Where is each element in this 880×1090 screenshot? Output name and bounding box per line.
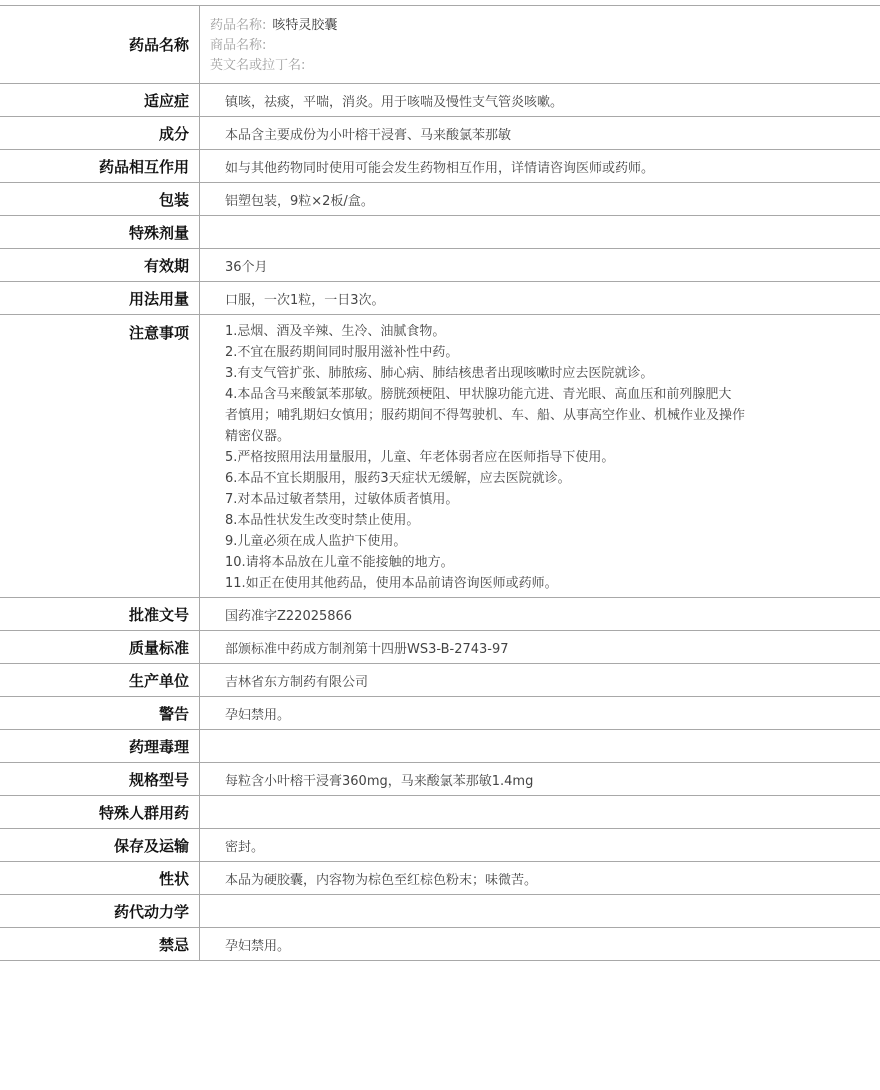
row-special-dosage <box>0 216 880 249</box>
precaution-line: 7.对本品过敏者禁用，过敏体质者慎用。 <box>225 492 459 507</box>
value-packaging: 铝塑包装，9粒×2板/盒。 <box>225 193 374 209</box>
row-interactions <box>0 150 880 183</box>
precaution-line: 2.不宜在服药期间同时服用滋补性中药。 <box>225 345 459 360</box>
value-special-population <box>200 796 880 828</box>
value-specification: 每粒含小叶榕干浸膏360mg，马来酸氯苯那敏1.4mg <box>225 773 534 789</box>
value-toxicology <box>200 730 880 762</box>
label-shelf-life: 有效期 <box>0 249 200 281</box>
row-approval <box>0 598 880 631</box>
trade-name-label: 商品名称: <box>210 38 267 53</box>
row-usage <box>0 282 880 315</box>
precaution-line: 8.本品性状发生改变时禁止使用。 <box>225 513 420 528</box>
value-storage: 密封。 <box>225 839 265 855</box>
precaution-line: 者慎用；哺乳期妇女慎用；服药期间不得驾驶机、车、船、从事高空作业、机械作业及操作 <box>225 408 746 423</box>
generic-name-label: 药品名称: <box>210 18 267 33</box>
value-warning: 孕妇禁用。 <box>225 707 291 723</box>
value-usage: 口服，一次1粒，一日3次。 <box>225 292 385 308</box>
drug-info-table <box>0 5 880 961</box>
label-product-name: 药品名称 <box>0 6 200 83</box>
label-manufacturer: 生产单位 <box>0 664 200 696</box>
value-indications: 镇咳，祛痰，平喘，消炎。用于咳喘及慢性支气管炎咳嗽。 <box>225 94 564 110</box>
value-interactions: 如与其他药物同时使用可能会发生药物相互作用，详情请咨询医师或药师。 <box>225 160 655 176</box>
row-manufacturer <box>0 664 880 697</box>
row-contraindications <box>0 928 880 961</box>
row-special-population <box>0 796 880 829</box>
english-name-line <box>210 56 790 76</box>
row-appearance <box>0 862 880 895</box>
generic-name-value: 咳特灵胶囊 <box>272 18 338 33</box>
label-contraindications: 禁忌 <box>0 928 200 960</box>
label-ingredients: 成分 <box>0 117 200 149</box>
label-precautions: 注意事项 <box>0 315 200 597</box>
label-approval: 批准文号 <box>0 598 200 630</box>
value-special-dosage <box>200 216 880 248</box>
precaution-line: 5.严格按照用法用量服用，儿童、年老体弱者应在医师指导下使用。 <box>225 450 615 465</box>
precaution-line: 6.本品不宜长期服用，服药3天症状无缓解，应去医院就诊。 <box>225 471 571 486</box>
trade-name-line <box>210 36 790 56</box>
value-shelf-life: 36个月 <box>225 259 268 275</box>
row-indications <box>0 84 880 117</box>
label-special-dosage: 特殊剂量 <box>0 216 200 248</box>
row-pharmacokinetics <box>0 895 880 928</box>
label-packaging: 包装 <box>0 183 200 215</box>
label-quality-standard: 质量标准 <box>0 631 200 663</box>
precaution-line: 3.有支气管扩张、肺脓疡、肺心病、肺结核患者出现咳嗽时应去医院就诊。 <box>225 366 654 381</box>
english-name-label: 英文名或拉丁名: <box>210 58 306 73</box>
value-appearance: 本品为硬胶囊，内容物为棕色至红棕色粉末；味微苦。 <box>225 872 538 888</box>
row-storage <box>0 829 880 862</box>
row-ingredients <box>0 117 880 150</box>
value-approval: 国药准字Z22025866 <box>225 608 353 624</box>
precaution-line: 1.忌烟、酒及辛辣、生冷、油腻食物。 <box>225 324 446 339</box>
product-name-values <box>200 6 880 83</box>
label-usage: 用法用量 <box>0 282 200 314</box>
label-warning: 警告 <box>0 697 200 729</box>
precaution-line: 10.请将本品放在儿童不能接触的地方。 <box>225 555 454 570</box>
value-quality-standard: 部颁标准中药成方制剂第十四册WS3-B-2743-97 <box>225 641 509 657</box>
label-toxicology: 药理毒理 <box>0 730 200 762</box>
precaution-line: 精密仪器。 <box>225 429 291 444</box>
label-indications: 适应症 <box>0 84 200 116</box>
row-packaging <box>0 183 880 216</box>
row-precautions <box>0 315 880 598</box>
value-contraindications: 孕妇禁用。 <box>225 938 291 954</box>
precaution-line: 9.儿童必须在成人监护下使用。 <box>225 534 407 549</box>
row-specification <box>0 763 880 796</box>
label-pharmacokinetics: 药代动力学 <box>0 895 200 927</box>
label-interactions: 药品相互作用 <box>0 150 200 182</box>
value-manufacturer: 吉林省东方制药有限公司 <box>225 674 369 690</box>
value-ingredients: 本品含主要成份为小叶榕干浸膏、马来酸氯苯那敏 <box>225 127 512 143</box>
row-quality-standard <box>0 631 880 664</box>
row-product-name <box>0 6 880 84</box>
value-precautions <box>200 315 880 597</box>
label-specification: 规格型号 <box>0 763 200 795</box>
precaution-line: 4.本品含马来酸氯苯那敏。膀胱颈梗阻、甲状腺功能亢进、青光眼、高血压和前列腺肥大 <box>225 387 732 402</box>
precaution-line: 11.如正在使用其他药品，使用本品前请咨询医师或药师。 <box>225 576 558 591</box>
generic-name-line <box>210 16 790 36</box>
row-warning <box>0 697 880 730</box>
row-toxicology <box>0 730 880 763</box>
label-special-population: 特殊人群用药 <box>0 796 200 828</box>
label-storage: 保存及运输 <box>0 829 200 861</box>
label-appearance: 性状 <box>0 862 200 894</box>
value-pharmacokinetics <box>200 895 880 927</box>
row-shelf-life <box>0 249 880 282</box>
